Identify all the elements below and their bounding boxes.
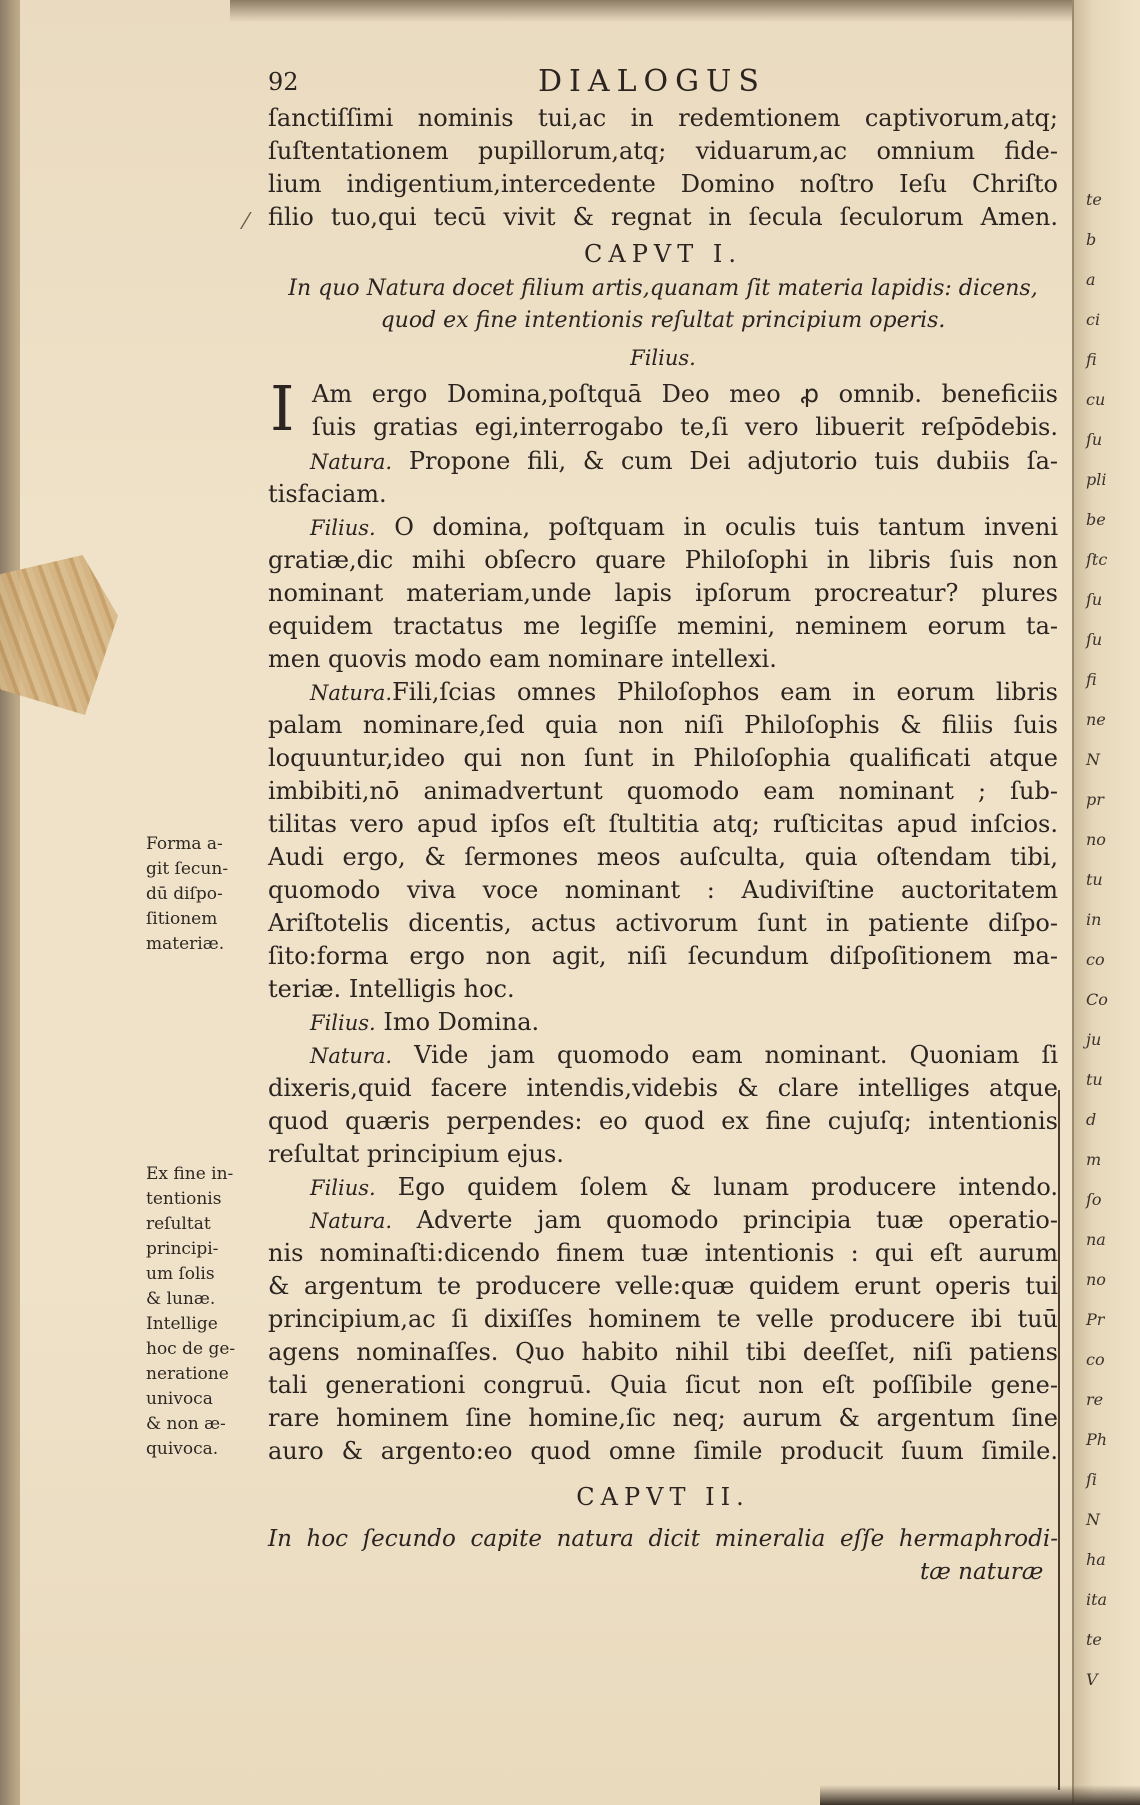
facing-page-fragment: ſo	[1086, 1190, 1102, 1209]
facing-page-fragment: co	[1086, 1350, 1105, 1369]
facing-page-fragment: pr	[1086, 790, 1104, 809]
dialogue-line	[268, 1336, 1058, 1369]
dialogue-line	[268, 1402, 1058, 1435]
top-edge-shadow	[230, 0, 1090, 22]
speaker-label: Filius.	[310, 1176, 376, 1200]
dialogue-text-span: dixeris,quid facere intendis,videbis & clare intelliges atque	[268, 1074, 1058, 1102]
facing-page-fragment: ſu	[1086, 590, 1103, 609]
margin-mark: ⁄	[244, 210, 248, 235]
facing-page-fragment: in	[1086, 910, 1102, 929]
facing-page-fragment: co	[1086, 950, 1105, 969]
facing-page-fragment: ita	[1086, 1590, 1108, 1609]
dialogue-text-span: Propone fili, & cum Dei adjutorio tuis dubiis ſa-	[392, 447, 1058, 475]
dialogue-text-span: nis nominaſti:dicendo finem tuæ intentionis : qui eſt aurum	[268, 1239, 1058, 1267]
dialogue-line	[312, 411, 1058, 444]
dialogue-text-span: loquuntur,ideo qui non ſunt in Philoſophia qualificati atque	[268, 744, 1058, 772]
dialogue-line	[310, 1006, 1058, 1040]
dialogue-text-span: Am ergo Domina,poſtquā Deo meo ꝓ omnib. beneficiis	[312, 380, 1058, 408]
facing-page-fragment: cu	[1086, 390, 1106, 409]
facing-page-fragment: Ph	[1086, 1430, 1108, 1449]
dialogue-line	[268, 1369, 1058, 1402]
facing-page-fragment: N	[1086, 750, 1100, 769]
dialogue-text-span: agens nominaſſes. Quo habito nihil tibi deeſſet, niſi patiens	[268, 1338, 1058, 1366]
facing-page-fragment: ne	[1086, 710, 1106, 729]
speaker-label: Natura.	[310, 1209, 393, 1233]
dialogue-text-span: nominant materiam,unde lapis ipſorum procreatur? plures	[268, 579, 1058, 607]
margin-note-line: Intellige	[146, 1314, 218, 1334]
dialogue-text-span: rare hominem ſine homine,ſic neq; aurum & argentum ſine	[268, 1404, 1058, 1432]
chapter-2-summary-line: In hoc ſecundo capite natura dicit mineralia eſſe hermaphrodi-	[268, 1526, 1058, 1552]
facing-page-fragment: a	[1086, 270, 1096, 289]
chapter-2-summary-line: tæ naturæ	[920, 1559, 1044, 1585]
dialogue-text-span: Fili,ſcias omnes Philoſophos eam in eorum libris	[392, 678, 1058, 706]
dialogue-line	[268, 577, 1058, 610]
facing-page-fragment: Pr	[1086, 1310, 1105, 1329]
page-number: 92	[268, 68, 299, 96]
dialogue-line	[268, 610, 1058, 643]
dialogue-text-span: tisfaciam.	[268, 480, 387, 508]
dialogue-text-span: ſuis gratias egi,interrogabo te,ſi vero libuerit reſpōdebis.	[312, 413, 1058, 441]
facing-page-fragment: be	[1086, 510, 1106, 529]
facing-page-fragment: te	[1086, 1630, 1102, 1649]
dialogue-text-span: Imo Domina.	[375, 1008, 540, 1036]
dialogue-text-span: tali generationi congruū. Quia ſicut non eſt poſſibile gene-	[268, 1371, 1058, 1399]
dialogue-line	[268, 742, 1058, 775]
prayer-line: ſanctiſſimi nominis tui,ac in redemtionem captivorum,atq;	[268, 104, 1058, 132]
facing-page-fragment: ſtc	[1086, 550, 1108, 569]
dialogue-line	[268, 1435, 1058, 1468]
dialogue-line	[268, 940, 1058, 973]
dialogue-line	[268, 1138, 1058, 1171]
dialogue-text-span: equidem tractatus me legiſſe memini, neminem eorum ta-	[268, 612, 1058, 640]
dialogue-line	[310, 511, 1058, 545]
facing-page-fragment: ju	[1086, 1030, 1102, 1049]
chapter-1-summary-line: quod ex fine intentionis reſultat principium operis.	[380, 308, 946, 333]
facing-page-fragment: m	[1086, 1150, 1102, 1169]
prayer-line: ſuſtentationem pupillorum,atq; viduarum,ac omnium fide-	[268, 137, 1058, 165]
facing-page-fragment: na	[1086, 1230, 1106, 1249]
margin-note-line: materiæ.	[146, 934, 225, 954]
dialogue-text-span: O domina, poſtquam in oculis tuis tantum inveni	[375, 513, 1058, 541]
facing-page-fragment: re	[1086, 1390, 1104, 1409]
margin-note-line: & non æ-	[146, 1414, 226, 1434]
facing-page-fragment: b	[1086, 230, 1097, 249]
margin-note-line: tentionis	[146, 1189, 222, 1209]
margin-note-line: principi-	[146, 1239, 219, 1259]
prayer-line: filio tuo,qui tecū vivit & regnat in ſecula ſeculorum Amen.	[268, 203, 1058, 231]
dialogue-line	[268, 874, 1058, 907]
margin-note-forma	[146, 832, 254, 957]
dialogue-text-span: tilitas vero apud ipſos eſt ſtultitia atq; ruſticitas apud inſcios.	[268, 810, 1058, 838]
dialogue-line	[268, 544, 1058, 577]
chapter-2-heading: CAPVT II.	[576, 1483, 750, 1511]
dialogue-line	[268, 808, 1058, 841]
dialogue-line	[310, 1039, 1058, 1073]
prayer-line: lium indigentium,intercedente Domino noſtro Ieſu Chriſto	[268, 170, 1058, 198]
dialogue-text-span: auro & argento:eo quod omne ſimile producit ſuum ſimile.	[268, 1437, 1058, 1465]
dialogue-text-span: ſito:forma ergo non agit, niſi ſecundum diſpoſitionem ma-	[268, 942, 1058, 970]
facing-page-fragment: pli	[1086, 470, 1107, 489]
first-speaker-label: Filius.	[630, 346, 696, 370]
margin-note-line: dū diſpo-	[146, 884, 223, 904]
dialogue-line	[268, 643, 1058, 676]
margin-note-ex-fine	[146, 1162, 254, 1462]
dialogue-text-span: quomodo viva voce nominant : Audiviſtine auctoritatem	[268, 876, 1058, 904]
dialogue-line	[312, 378, 1058, 411]
dialogue-line	[310, 1171, 1058, 1205]
running-head: DIALOGUS	[538, 64, 766, 99]
speaker-label: Filius.	[310, 1011, 376, 1035]
right-margin-rule	[1058, 1090, 1060, 1790]
margin-note-line: ſitionem	[146, 909, 218, 929]
dialogue-line	[268, 1237, 1058, 1270]
dialogue-text-span: gratiæ,dic mihi obſecro quare Philoſophi in libris ſuis non	[268, 546, 1058, 574]
dialogue-line	[268, 709, 1058, 742]
dialogue-line	[310, 1204, 1058, 1238]
margin-note-line: hoc de ge-	[146, 1339, 236, 1359]
dialogue-line	[268, 775, 1058, 808]
dialogue-text-span: reſultat principium ejus.	[268, 1140, 564, 1168]
dialogue-line	[268, 1105, 1058, 1138]
dialogue-line	[268, 973, 1058, 1006]
speaker-label: Filius.	[310, 516, 376, 540]
dialogue-text-span: palam nominare,ſed quia non niſi Philoſophis & filiis ſuis	[268, 711, 1058, 739]
drop-cap: I	[270, 372, 295, 445]
facing-page-fragment: tu	[1086, 870, 1103, 889]
speaker-label: Natura.	[310, 450, 393, 474]
dialogue-text-span: Ego quidem ſolem & lunam producere intendo.	[375, 1173, 1058, 1201]
dialogue-line	[268, 478, 1058, 511]
facing-page-fragment: te	[1086, 190, 1102, 209]
dialogue-line	[268, 1072, 1058, 1105]
dialogue-text-span: quod quæris perpendes: eo quod ex fine cujuſq; intentionis	[268, 1107, 1058, 1135]
dialogue-text-span: teriæ. Intelligis hoc.	[268, 975, 515, 1003]
facing-page-fragment: ſi	[1086, 1470, 1098, 1489]
speaker-label: Natura.	[310, 681, 393, 705]
margin-note-line: Ex fine in-	[146, 1164, 234, 1184]
margin-note-line: um ſolis	[146, 1264, 215, 1284]
dialogue-line	[310, 445, 1058, 479]
dialogue-text-span: & argentum te producere velle:quæ quidem erunt operis tui	[268, 1272, 1058, 1300]
facing-page-fragment: ha	[1086, 1550, 1106, 1569]
dialogue-text-span: Adverte jam quomodo principia tuæ operatio-	[392, 1206, 1058, 1234]
dialogue-text-span: Ariſtotelis dicentis, actus activorum ſunt in patiente diſpo-	[268, 909, 1058, 937]
dialogue-line	[268, 1303, 1058, 1336]
dialogue-line	[268, 841, 1058, 874]
facing-page-fragment: V	[1086, 1670, 1098, 1689]
facing-page-edge	[1072, 0, 1140, 1805]
facing-page-fragment: d	[1086, 1110, 1097, 1129]
facing-page-fragment: no	[1086, 1270, 1106, 1289]
margin-note-line: reſultat	[146, 1214, 211, 1234]
speaker-label: Natura.	[310, 1044, 393, 1068]
dialogue-text-span: men quovis modo eam nominare intellexi.	[268, 645, 777, 673]
chapter-1-heading: CAPVT I.	[584, 240, 742, 268]
margin-note-line: quivoca.	[146, 1439, 219, 1459]
facing-page-fragment: no	[1086, 830, 1106, 849]
bottom-edge-shadow	[820, 1785, 1140, 1805]
dialogue-line	[268, 1270, 1058, 1303]
facing-page-fragment: ſu	[1086, 430, 1103, 449]
dialogue-line	[310, 676, 1058, 710]
facing-page-fragment: N	[1086, 1510, 1100, 1529]
facing-page-fragment: ſu	[1086, 630, 1103, 649]
dialogue-text-span: principium,ac ſi dixiſſes hominem te velle producere ibi tuū	[268, 1305, 1058, 1333]
facing-page-fragment: fi	[1086, 670, 1097, 689]
margin-note-line: neratione	[146, 1364, 229, 1384]
margin-note-line: & lunæ.	[146, 1289, 216, 1309]
dialogue-text-span: Audi ergo, & ſermones meos auſculta, quia oſtendam tibi,	[268, 843, 1058, 871]
page-header	[268, 64, 1058, 104]
dialogue-line	[268, 907, 1058, 940]
dialogue-text-span: Vide jam quomodo eam nominant. Quoniam ſi	[392, 1041, 1058, 1069]
margin-note-line: git ſecun-	[146, 859, 229, 879]
facing-page-fragment: Co	[1086, 990, 1108, 1009]
dialogue-text-span: imbibiti,nō animadvertunt quomodo eam nominant ; ſub-	[268, 777, 1058, 805]
facing-page-fragment: tu	[1086, 1070, 1103, 1089]
chapter-1-summary-line: In quo Natura docet filium artis,quanam ſit materia lapidis: dicens,	[288, 276, 1038, 301]
facing-page-fragment: fi	[1086, 350, 1097, 369]
margin-note-line: univoca	[146, 1389, 213, 1409]
facing-page-fragment: ci	[1086, 310, 1101, 329]
margin-note-line: Forma a-	[146, 834, 223, 854]
